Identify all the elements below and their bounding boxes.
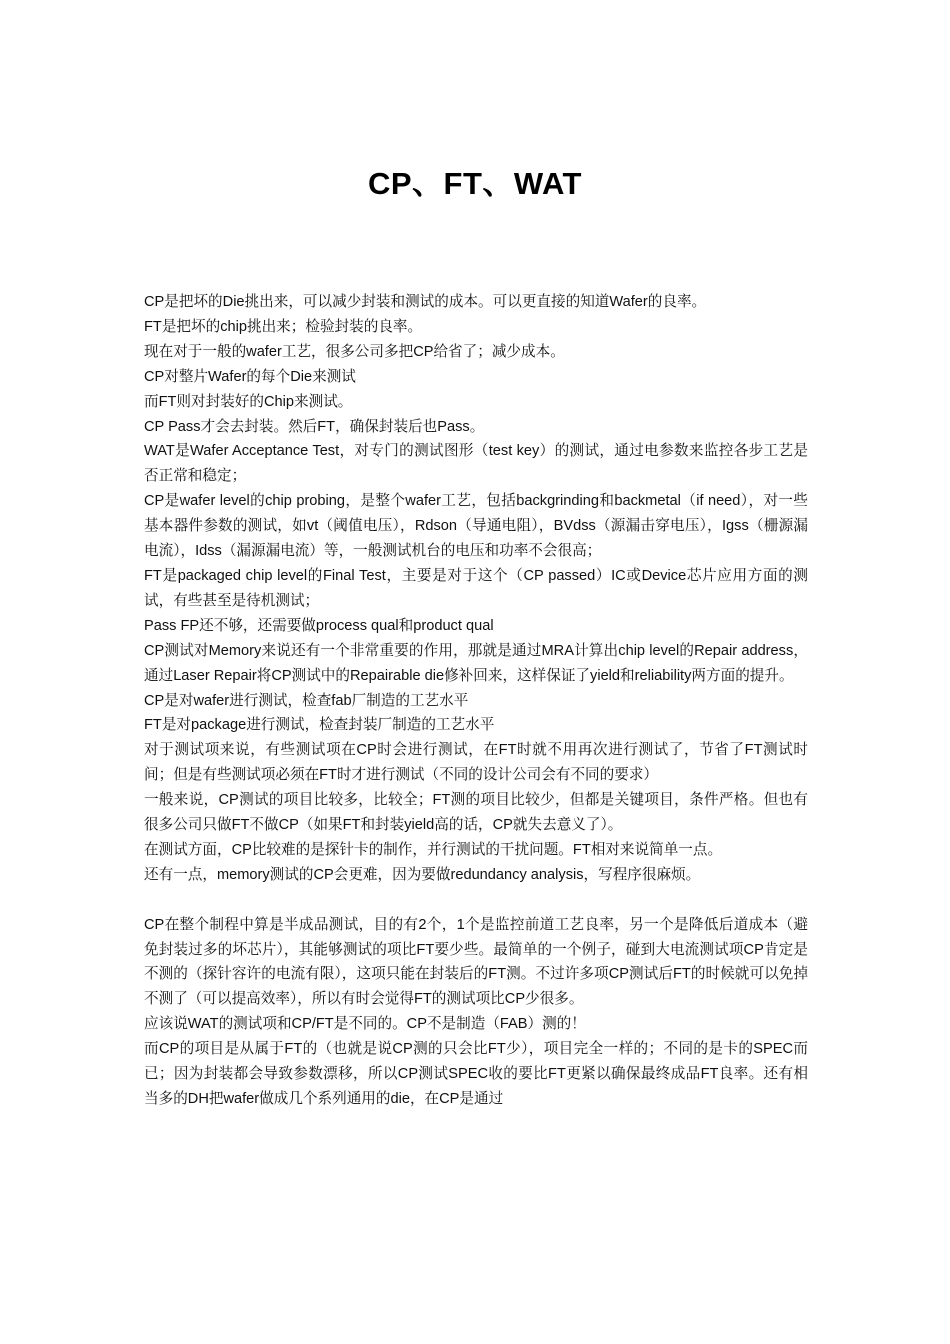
paragraph: 而FT则对封装好的Chip来测试。 <box>144 393 353 410</box>
paragraph: 对于测试项来说，有些测试项在CP时会进行测试，在FT时就不用再次进行测试了，节省了FT测试时间；但是有些测试项必须在FT时才进行测试（不同的设计公司会有不同的要求） <box>144 742 808 784</box>
paragraph: Pass FP还不够，还需要做process qual和product qual <box>144 617 494 634</box>
paragraph: FT是把坏的chip挑出来；检验封装的良率。 <box>144 318 423 335</box>
paragraph: CP是wafer level的chip probing，是整个wafer工艺，包括backgrinding和backmetal（if need），对一些基本器件参数的测试，如vt（阈值电压），Rdson（导通电阻），BVdss（源漏击穿电压），Igss（栅源漏电流），Idss（漏源漏电流）等，一般测试机台的电压和功率不会很高； <box>144 493 808 560</box>
paragraph: 还有一点，memory测试的CP会更难，因为要做redundancy analysis，写程序很麻烦。 <box>144 866 701 883</box>
paragraph: FT是packaged chip level的Final Test，主要是对于这个（CP passed）IC或Device芯片应用方面的测试，有些甚至是待机测试； <box>144 567 808 609</box>
paragraph: 一般来说，CP测试的项目比较多，比较全；FT测的项目比较少，但都是关键项目，条件严格。但也有很多公司只做FT不做CP（如果FT和封装yield高的话，CP就失去意义了）。 <box>144 792 808 834</box>
document-title: CP、FT、WAT <box>367 166 582 201</box>
paragraph: CP是对wafer进行测试，检查fab厂制造的工艺水平 <box>144 692 469 709</box>
document-body <box>144 290 808 1112</box>
paragraph: 而CP的项目是从属于FT的（也就是说CP测的只会比FT少），项目完全一样的；不同的是卡的SPEC而已；因为封装都会导致参数漂移，所以CP测试SPEC收的要比FT更紧以确保最终成品FT良率。还有相当多的DH把wafer做成几个系列通用的die，在CP是通过 <box>144 1041 808 1107</box>
paragraph: CP是把坏的Die挑出来，可以减少封装和测试的成本。可以更直接的知道Wafer的良率。 <box>144 294 707 310</box>
paragraph: WAT是Wafer Acceptance Test，对专门的测试图形（test key）的测试，通过电参数来监控各步工艺是否正常和稳定； <box>144 443 808 485</box>
paragraph: FT是对package进行测试，检查封装厂制造的工艺水平 <box>144 717 495 734</box>
paragraph: 在测试方面，CP比较难的是探针卡的制作，并行测试的干扰问题。FT相对来说简单一点。 <box>144 841 723 858</box>
paragraph: 应该说WAT的测试项和CP/FT是不同的。CP不是制造（FAB）测的！ <box>144 1016 586 1033</box>
blank-line <box>144 888 808 913</box>
paragraph: CP对整片Wafer的每个Die来测试 <box>144 368 356 385</box>
paragraph: 现在对于一般的wafer工艺，很多公司多把CP给省了；减少成本。 <box>144 343 565 360</box>
paragraph: CP Pass才会去封装。然后FT，确保封装后也Pass。 <box>144 418 485 435</box>
paragraph: CP在整个制程中算是半成品测试，目的有2个，1个是监控前道工艺良率，另一个是降低后道成本（避免封装过多的坏芯片），其能够测试的项比FT要少些。最简单的一个例子，碰到大电流测试项CP肯定是不测的（探针容许的电流有限），这项只能在封装后的FT测。不过许多项CP测试后FT的时候就可以免掉不测了（可以提高效率），所以有时会觉得FT的测试项比CP少很多。 <box>144 916 808 1008</box>
paragraph: CP测试对Memory来说还有一个非常重要的作用，那就是通过MRA计算出chip level的Repair address，通过Laser Repair将CP测试中的Repairable die修补回来，这样保证了yield和reliability两方面的提升。 <box>144 642 808 684</box>
